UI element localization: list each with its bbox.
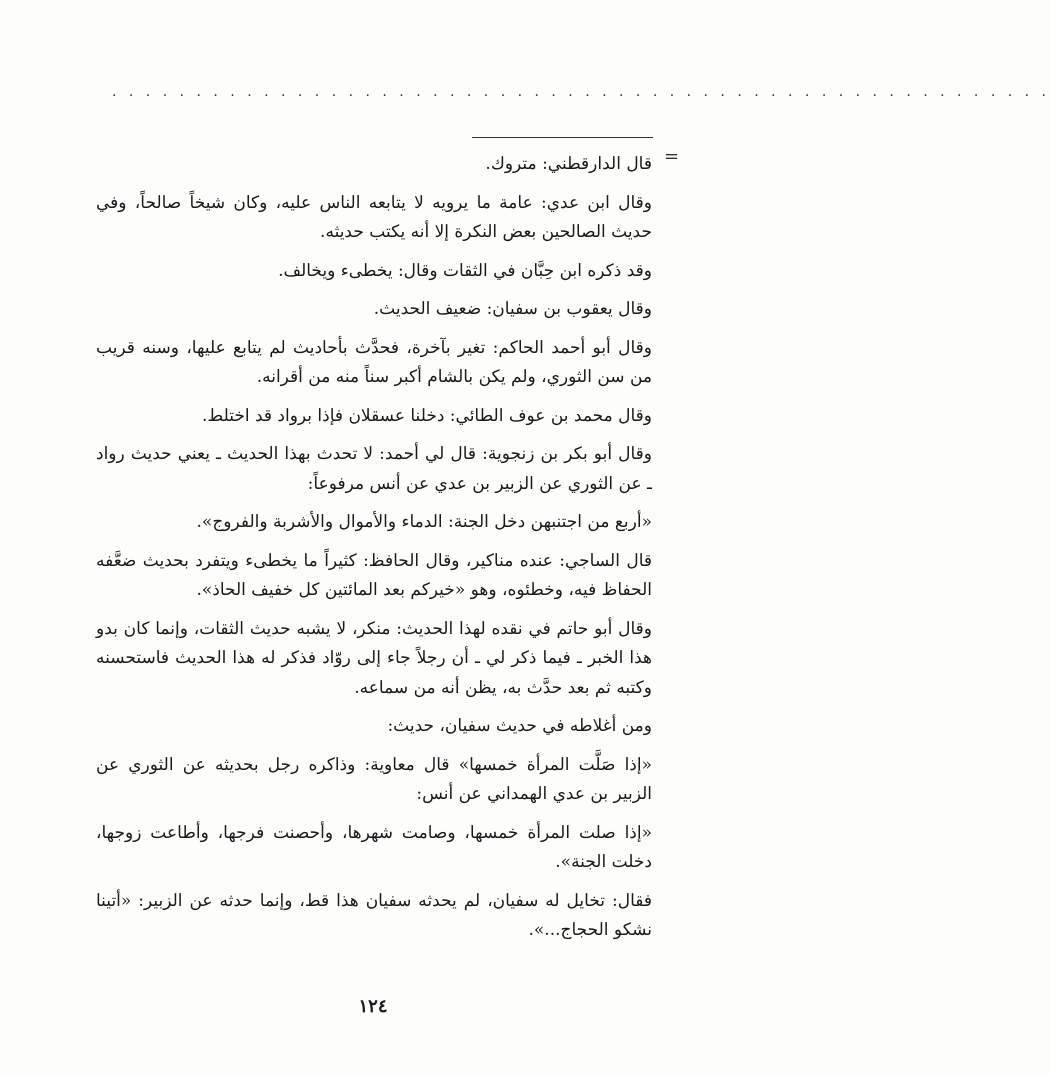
paragraph: ومن أغلاطه في حديث سفيان، حديث: [387,716,652,736]
paragraph: وقال ابن عدي: عامة ما يرويه لا يتابعه الناس عليه، وكان شيخاً صالحاً، وفي حديث الصالحين بعض النكرة إلا أنه يكتب حديثه. [96,192,652,242]
paragraph: «إذا صلت المرأة خمسها، وصامت شهرها، وأحصنت فرجها، وأطاعت زوجها، دخلت الجنة». [96,822,652,872]
margin-continuation-mark: = [664,146,680,167]
paragraph: وقد ذكره ابن حِبَّان في الثقات وقال: يخطىء ويخالف. [278,260,652,281]
page-number: ١٢٤ [358,996,388,1017]
paragraph: وقال يعقوب بن سفيان: ضعيف الحديث. [373,299,652,319]
paragraph: وقال أبو بكر بن زنجوية: قال لي أحمد: لا تحدث بهذا الحديث ـ يعني حديث رواد ـ عن الثوري عن الزبير بن عدي عن أنس مرفوعاً: [96,444,652,494]
paragraph: «إذا صَلَّت المرأة خمسها» قال معاوية: وذاكره رجل بحديثه عن الثوري عن الزبير بن عدي الهمداني عن أنس: [96,754,652,804]
paragraph: وقال محمد بن عوف الطائي: دخلنا عسقلان فإذا برواد قد اختلط. [202,405,652,426]
paragraph: قال الدارقطني: متروك. [485,154,652,174]
paragraph: وقال أبو أحمد الحاكم: تغير بآخرة، فحدَّث بأحاديث لم يتابع عليها، وسنه قريب من سن الثوري، ولم يكن بالشام أكبر سناً منه من أقرانه. [96,337,652,387]
paragraph: «أربع من اجتنبهن دخل الجنة: الدماء والأموال والأشربة والفروج». [196,512,652,532]
header-dotted-line: . . . . . . . . . . . . . . . . . . . . . . . . . . . . . . . . . . . . . . . . . . . . . . . . . . . . . . . . [112,84,1050,100]
paragraph: قال الساجي: عنده مناكير، وقال الحافظ: كثيراً ما يخطىء ويتفرد بحديث ضعَّفه الحفاظ فيه، وخطئوه، وهو «خيركم بعد المائتين كل خفيف الحاذ». [96,550,652,600]
page-body [96,150,652,955]
paragraph: وقال أبو حاتم في نقده لهذا الحديث: منكر، لا يشبه حديث الثقات، وإنما كان بدو هذا الخبر ـ فيما ذكر لي ـ أن رجلاً جاء إلى روّاد فذكر له هذا الحديث فاستحسنه وكتبه ثم بعد حدَّث به، يظن أنه من سماعه. [96,618,652,698]
header-rule [472,137,653,138]
paragraph: فقال: تخايل له سفيان، لم يحدثه سفيان هذا قط، وإنما حدثه عن الزبير: «أتينا نشكو الحجاج...». [96,890,652,940]
